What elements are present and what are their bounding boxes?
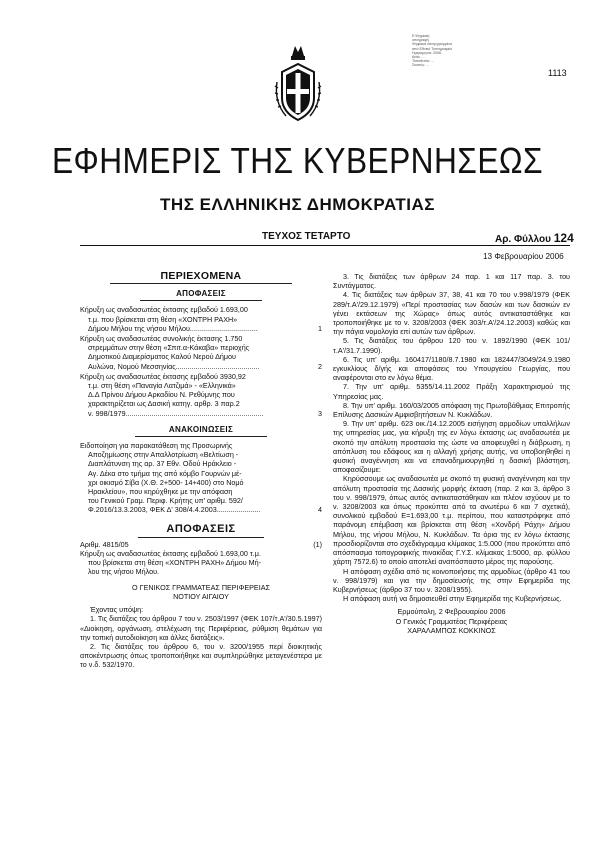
notices-subheading: ΑΝΑΚΟΙΝΩΣΕΙΣ bbox=[135, 425, 267, 437]
contents-entry: Κήρυξη ως αναδασωτέας συνολικής έκτασης 1.750 στρεμμάτων στην θέση «Σπιτ.α-Κάκαβα» περιοχής Δημοτικού Διαμερίσματος Καλού Νερού Δήμου Αυλώνα, Νομού Μεσσηνίας.......................................... 2 bbox=[80, 334, 322, 371]
issue-volume: ΤΕΥΧΟΣ ΤΕΤΑΡΤΟ bbox=[262, 231, 351, 242]
decisions-subheading: ΑΠΟΦΑΣΕΙΣ bbox=[140, 289, 262, 301]
decision-number: Αριθμ. 4815/05 bbox=[80, 539, 129, 549]
decision-body: Η απόφαση σχέδια από τις κοινοποιήσεις της αρμοδίως (άρθρο 41 του ν. 998/1979) και για την δημοσίευσής της στην Εφημερίδα της Κυβερνήσεως (άρθρο 37 του ν. 3208/1955). bbox=[333, 566, 570, 594]
contents-page-ref: 4 bbox=[318, 505, 322, 515]
signature-line: Σκοπός: ... bbox=[412, 63, 430, 68]
right-column bbox=[333, 272, 570, 635]
issue-date: 13 Φεβρουαρίου 2006 bbox=[483, 252, 564, 261]
national-emblem-icon bbox=[272, 42, 324, 126]
sheet-label: Αρ. Φύλλου bbox=[495, 234, 551, 245]
contents-page-ref: 3 bbox=[318, 408, 322, 418]
contents-page-ref: 2 bbox=[318, 361, 322, 371]
contents-heading: ΠΕΡΙΕΧΟΜΕΝΑ bbox=[110, 272, 292, 284]
legal-basis-item: 9. Την υπ' αριθμ. 623 οικ./14.12.2005 εισήγηση αρμοδίων υπαλλήλων της υπηρεσίας μας, για κήρυξη της εν λόγω έκτασης ως αναδασωτέα με σκοπό την απόλυτη προστασία της ώστε να αποφευχθεί η διάβρωση, η απόπλυση του εδάφους και η αλλαγή χρήσης αυτής, να υποβοηθηθεί η φυσική αναγέννηση και να επαναδημιουργηθεί η δασική βλάστηση, αποφασίζουμε: bbox=[333, 419, 570, 475]
signature-line: Ψηφιακά υπογεγραμμένο bbox=[412, 42, 453, 47]
decision-body: Κηρύσσουμε ως αναδασωτέα με σκοπό τη φυσική αναγέννηση και την απόλυτη προστασία της Δασικής μορφής έκταση (παρ. 2 και 3, άρθρο 3 του ν. 998/1979, όπως αυτός αντικαταστάθηκαν και πλέον ισχύουν με το ν. 3208/2003 και όπως προκύπτει από τα ανωτέρω 6 και 7 σχετικά), συνολικού εμβαδού Ε=1.693,00 τ.μ. περίπου, που καταστράφηκε από παράνομη επέμβαση και βρίσκεται στη θέση «Χονδρή Ράχη» Δήμου Μήλου, της νήσου Μήλου, Ν. Κυκλάδων. Τα όρια της εν λόγω έκτασης προσδιορίζονται στο σχεδιάγραμμα κλίμακας 1:5.000 (που προκύπτει από απόσπασμα τοπογραφικής πινακίδας Γ.Υ.Σ. κλίμακας 1:5000, αρ. φύλλου χάρτη 7572.6) το οποίο αποτελεί αναπόσπαστο μέρος της παρούσης. bbox=[333, 474, 570, 567]
contents-entry: Κήρυξη ως αναδασωτέας έκτασης εμβαδού 3930,92 τ.μ. στη θέση «Παναγία Λατζιμά» - «Ελληνικά» Δ.Δ Πρίνου Δήμου Αρκαδίου Ν. Ρεθύμνης που χαρακτηρίζεται ως Δασική κατηγ. αρθρ. 3 παρ.2 ν. 998/1979..................................................................... 3 bbox=[80, 371, 322, 418]
page-number: 1113 bbox=[548, 68, 567, 78]
legal-basis-item: 7. Την υπ' αριθμ. 5355/14.11.2002 Πράξη Χαρακτηρισμού της Υπηρεσίας μας. bbox=[333, 382, 570, 401]
contents-page-ref: 1 bbox=[318, 323, 322, 333]
issuing-authority: Ο ΓΕΝΙΚΟΣ ΓΡΑΜΜΑΤΕΑΣ ΠΕΡΙΦΕΡΕΙΑΣ ΝΟΤΙΟΥ ΑΙΓΑΙΟΥ bbox=[132, 582, 270, 601]
signature-line: Τοποθεσία: ... bbox=[412, 59, 434, 64]
contents-entry: Κήρυξη ως αναδασωτέας έκτασης εμβαδού 1.693,00 τ.μ. που βρίσκεται στη θέση «ΧΟΝΤΡΗ ΡΑΧΗ» Δήμου Μήλου της νήσου Μήλου.................................. 1 bbox=[80, 305, 322, 333]
signature-line: υπογραφή bbox=[412, 38, 429, 43]
signature-line: Αιτία: ... bbox=[412, 55, 425, 60]
decision-summary: Κήρυξη ως αναδασωτέας έκτασης εμβαδού 1.693,00 τ.μ. που βρίσκεται στη θέση «ΧΟΝΤΡΗ ΡΑΧΗ» Δήμου Μή- λου της νήσου Μήλου. bbox=[80, 549, 262, 577]
sheet-number bbox=[495, 231, 574, 245]
signer-name: ΧΑΡΑΛΑΜΠΟΣ ΚΟΚΚΙΝΟΣ bbox=[407, 625, 496, 635]
place-date: Ερμούπολη, 2 Φεβρουαρίου 2006 bbox=[397, 607, 506, 617]
digital-signature-note bbox=[412, 34, 472, 68]
decision-number-row bbox=[80, 540, 322, 549]
decisions-section-heading: ΑΠΟΦΑΣΕΙΣ bbox=[80, 525, 322, 534]
contents-entry: Ειδοποίηση για παρακατάθεση της Προσωρινής Αποζημίωσης στην Απαλλοτρίωση «Βελτίωση - Διαπλάτυνση της αρ. 37 Εθν. Οδού Ηράκλειο - Αγ. Δέκα στο τμήμα της από κόμβο Γουρνών μέ- χρι οικισμό Σίβα (Χ.Θ. 2+500- 14+400) στο Νομό Ηρακλείου», που κηρύχθηκε με την απόφαση του Γενικού Γραμ. Περιφ. Κρήτης υπ' αριθμ. 592/ Φ.2016/13.3.2003, ΦΕΚ Δ' 308/4.4.2003...................... 4 bbox=[80, 441, 322, 515]
gazette-title: ΕΦΗΜΕΡΙΣ ΤΗΣ ΚΥΒΕΡΝΗΣΕΩΣ bbox=[51, 140, 544, 181]
legal-basis-item: 6. Τις υπ' αριθμ. 160417/1180/8.7.1980 και 182447/3049/24.9.1980 εγκυκλίους δ/γής και αποφάσεις του Υπουργείου Γεωργίας, που αναφέρονται στο εν λόγω θέμα. bbox=[333, 354, 570, 383]
legal-basis-item: 2. Τις διατάξεις του άρθρου 6, του ν. 3200/1955 περί διοικητικής αποκέντρωσης όπως τροποποιήθηκε και συμπληρώθηκε μεταγενέστερα με το ν.δ. 532/1970. bbox=[80, 641, 322, 670]
legal-basis-item: 1. Τις διατάξεις του άρθρου 7 του ν. 2503/1997 (ΦΕΚ 107/τ.Α'/30.5.1997) «Διοίκηση, οργάνωση, στελέχωση της Περιφέρειας, ρύθμιση θεμάτων για την τοπική αυτοδιοίκηση και άλλες διατάξεις». bbox=[80, 614, 322, 642]
sheet-value: 124 bbox=[553, 231, 574, 245]
signature-line: από Εθνικό Τυπογραφείο bbox=[412, 46, 453, 51]
decision-body: Η απόφαση αυτή να δημοσιευθεί στην Εφημερίδα της Κυβερνήσεως. bbox=[343, 594, 562, 604]
gazette-subtitle: ΤΗΣ ΕΛΛΗΝΙΚΗΣ ΔΗΜΟΚΡΑΤΙΑΣ bbox=[160, 195, 435, 214]
legal-basis-item: 4. Τις διατάξεις των άρθρων 37, 38, 41 και 70 του ν.998/1979 (ΦΕΚ 289/τ.Α'/29.12.1979) «Περί προστασίας των δασών και των δασικών εν γένει εκτάσεων της Χώρας» όπως αυτός αντικαταστάθηκε και τροποποιήθηκε με το ν. 3208/2003 (ΦΕΚ 303/τ.Α'/24.12.2003) καθώς και την πάγια νομολογία επί αυτών των άρθρων. bbox=[333, 290, 570, 337]
signature-line: Ε.Ψηφιακή bbox=[412, 34, 430, 38]
legal-basis-item: 3. Τις διατάξεις των άρθρων 24 παρ. 1 και 117 παρ. 3. του Συντάγματος. bbox=[333, 272, 570, 291]
having-regard-heading: Έχοντας υπόψη: bbox=[90, 605, 144, 615]
legal-basis-item: 8. Την υπ' αριθμ. 160/03/2005 απόφαση της Πρωτοβάθμιας Επιτροπής Επίλυσης Δασικών Αμφισβητήσεων Ν. Κυκλάδων. bbox=[333, 400, 570, 420]
left-column bbox=[80, 272, 322, 670]
signature-block bbox=[333, 607, 570, 635]
legal-basis-item: 5. Τις διατάξεις του άρθρου 120 του ν. 1892/1990 (ΦΕΚ 101/τ.Α'/31.7.1990). bbox=[333, 336, 570, 355]
header-divider bbox=[80, 245, 570, 246]
signature-line: Ημερομηνία: 2006. bbox=[412, 50, 443, 55]
signer-title: Ο Γενικός Γραμματέας Περιφέρειας bbox=[395, 616, 508, 626]
decision-ref: (1) bbox=[313, 539, 322, 549]
